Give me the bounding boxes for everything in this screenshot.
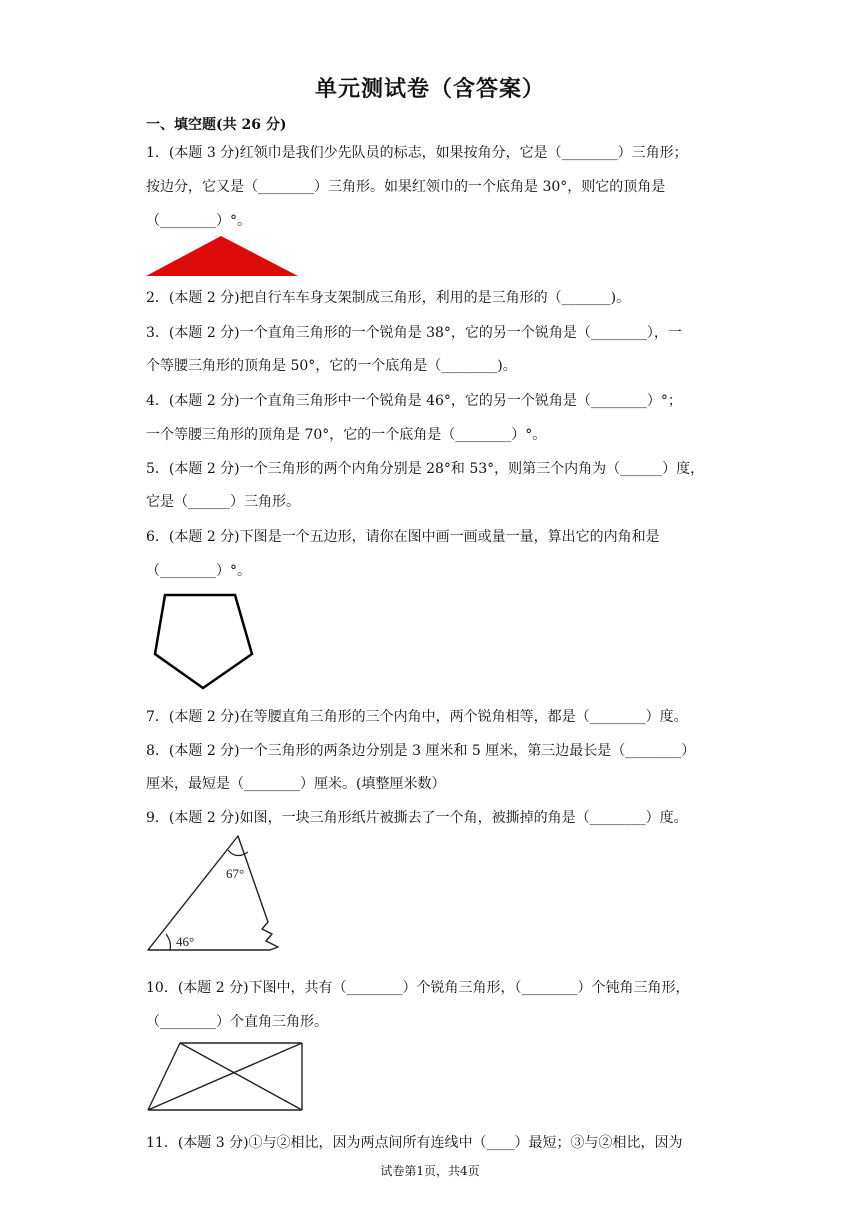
diagonal-1 [180,1043,302,1110]
parallelogram-left-edge [148,1043,180,1110]
top-angle-label: 67° [226,866,245,881]
question-8-line-2: 厘米，最短是（________）厘米。(填整厘米数） [146,776,446,792]
question-4-line-2: 一个等腰三角形的顶角是 70°，它的一个底角是（________）°。 [146,427,547,443]
question-11-line-1: 11．(本题 3 分)①与②相比，因为两点间所有连线中（____）最短；③与②相比，因为 [146,1135,683,1151]
parallelogram-figure [144,1038,308,1116]
torn-triangle-figure [140,830,300,958]
question-10-line-2: （________）个直角三角形。 [146,1014,328,1030]
diagonal-2 [148,1043,302,1110]
question-7-line-1: 7．(本题 2 分)在等腰直角三角形的三个内角中，两个锐角相等，都是（________）度。 [146,709,688,725]
question-3-line-2: 个等腰三角形的顶角是 50°，它的一个底角是（________)。 [146,358,517,374]
page-title: 单元测试卷（含答案） [314,76,545,102]
question-10-line-1: 10．(本题 2 分)下图中，共有（________）个锐角三角形，（________）个钝角三角形， [146,980,690,996]
red-scarf-figure [140,232,305,280]
pentagon-shape [155,595,252,688]
question-6-line-1: 6．(本题 2 分)下图是一个五边形，请你在图中画一画或量一量，算出它的内角和是 [146,529,660,545]
question-1-line-2: 按边分，它又是（________）三角形。如果红领巾的一个底角是 30°，则它的顶角是 [146,179,666,195]
question-3-line-1: 3．(本题 2 分)一个直角三角形的一个锐角是 38°，它的另一个锐角是（________），一 [146,325,682,341]
question-5-line-2: 它是（______）三角形。 [146,494,300,510]
page-footer: 试卷第1页，共4页 [380,1164,480,1178]
question-4-line-1: 4．(本题 2 分)一个直角三角形中一个锐角是 46°，它的另一个锐角是（________）°； [146,393,682,409]
bottom-angle-label: 46° [176,934,195,949]
pentagon-figure [148,588,258,692]
section-heading: 一、填空题(共 26 分) [146,117,287,133]
bottom-angle-arc [166,934,171,950]
question-1-line-1: 1．(本题 3 分)红领巾是我们少先队员的标志，如果按角分，它是（________）三角形； [146,145,688,161]
question-6-line-2: （________）°。 [146,563,251,579]
question-1-line-3: （________）°。 [146,213,251,229]
question-8-line-1: 8．(本题 2 分)一个三角形的两条边分别是 3 厘米和 5 厘米，第三边最长是（________） [146,743,696,759]
question-9-line-1: 9．(本题 2 分)如图，一块三角形纸片被撕去了一个角，被撕掉的角是（________）度。 [146,810,688,826]
question-5-line-1: 5．(本题 2 分)一个三角形的两个内角分别是 28°和 53°，则第三个内角为（______）度， [146,461,705,477]
question-2-line-1: 2．(本题 2 分)把自行车车身支架制成三角形，利用的是三角形的（_______)。 [146,290,631,306]
torn-triangle-outline [148,836,278,950]
red-scarf-triangle [146,236,298,276]
